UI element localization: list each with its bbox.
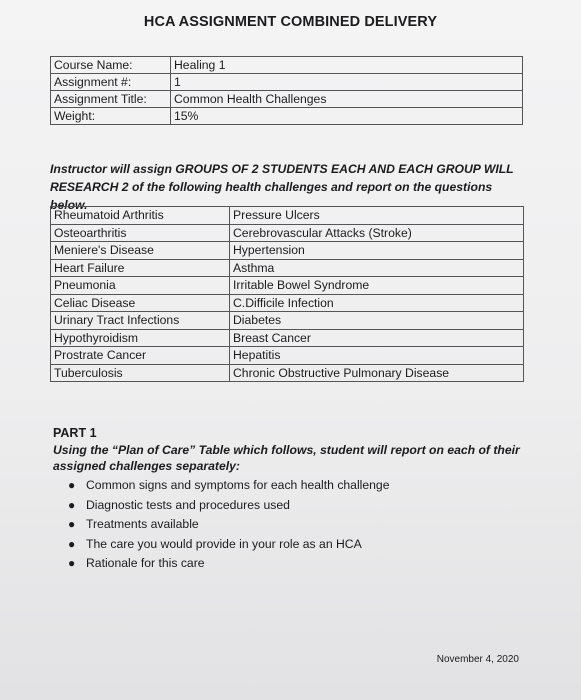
bullet-icon: ● [68,556,76,570]
bullet-icon: ● [68,478,76,492]
challenge-cell: Chronic Obstructive Pulmonary Disease [230,364,524,382]
list-item [68,554,390,574]
bullet-icon: ● [68,497,76,512]
challenge-cell: Cerebrovascular Attacks (Stroke) [230,224,524,242]
list-item [68,535,390,555]
challenge-cell: Meniere's Disease [51,242,230,260]
info-value: 1 [171,74,523,91]
document-title: HCA ASSIGNMENT COMBINED DELIVERY [143,14,438,30]
health-challenges-table [50,206,524,382]
bullet-icon: ● [68,536,76,551]
table-row [51,364,524,382]
info-row-weight [51,108,523,125]
info-value: 15% [171,108,523,125]
challenge-cell: Osteoarthritis [51,224,230,242]
bullet-icon: ● [68,517,76,531]
list-item-text: The care you would provide in your role as an HCA [86,536,362,551]
table-row [51,259,524,277]
table-row [51,294,524,312]
list-item [68,496,390,516]
challenge-cell: Diabetes [230,312,524,330]
challenge-cell: Hypertension [230,242,524,260]
list-item-text: Common signs and symptoms for each health challenge [86,478,390,492]
part-1-bullet-list [68,476,390,574]
challenge-cell: Celiac Disease [51,294,230,312]
info-value: Healing 1 [171,57,523,74]
list-item-text: Diagnostic tests and procedures used [86,497,290,512]
challenge-cell: Hepatitis [230,347,524,365]
part-1-heading: PART 1 [53,426,97,440]
table-row [51,329,524,347]
list-item-text: Treatments available [86,517,199,531]
challenge-cell: Breast Cancer [230,329,524,347]
challenge-cell: Heart Failure [51,259,230,277]
info-value: Common Health Challenges [171,91,523,108]
challenge-cell: Tuberculosis [51,364,230,382]
info-label: Assignment Title: [51,91,171,108]
info-row-assignment-number [51,74,523,91]
challenge-cell: Irritable Bowel Syndrome [230,277,524,295]
challenge-cell: Hypothyroidism [51,329,230,347]
challenge-cell: Prostrate Cancer [51,347,230,365]
table-row [51,312,524,330]
challenge-cell: Pressure Ulcers [230,207,524,225]
table-row [51,277,524,295]
info-row-assignment-title [51,91,523,108]
list-item-text: Rationale for this care [86,556,205,570]
info-row-course [51,57,523,74]
challenge-cell: Urinary Tract Infections [51,312,230,330]
challenge-cell: Pneumonia [51,277,230,295]
challenge-cell: Rheumatoid Arthritis [51,207,230,225]
info-label: Weight: [51,108,171,125]
table-row [51,224,524,242]
info-label: Course Name: [51,57,171,74]
table-row [51,347,524,365]
part-1-intro: Using the “Plan of Care” Table which follows, student will report on each of their assigned challenges separately: [53,443,520,473]
assignment-info-table [50,56,523,125]
challenge-cell: Asthma [230,259,524,277]
list-item [68,515,390,535]
challenge-cell: C.Difficile Infection [230,294,524,312]
document-date: November 4, 2020 [436,654,519,665]
instructions-text: Instructor will assign GROUPS OF 2 STUDENTS EACH AND EACH GROUP WILL RESEARCH 2 of the following health challenges and report on the questions below. [50,162,514,212]
info-label: Assignment #: [51,74,171,91]
table-row [51,207,524,225]
list-item [68,476,390,496]
table-row [51,242,524,260]
